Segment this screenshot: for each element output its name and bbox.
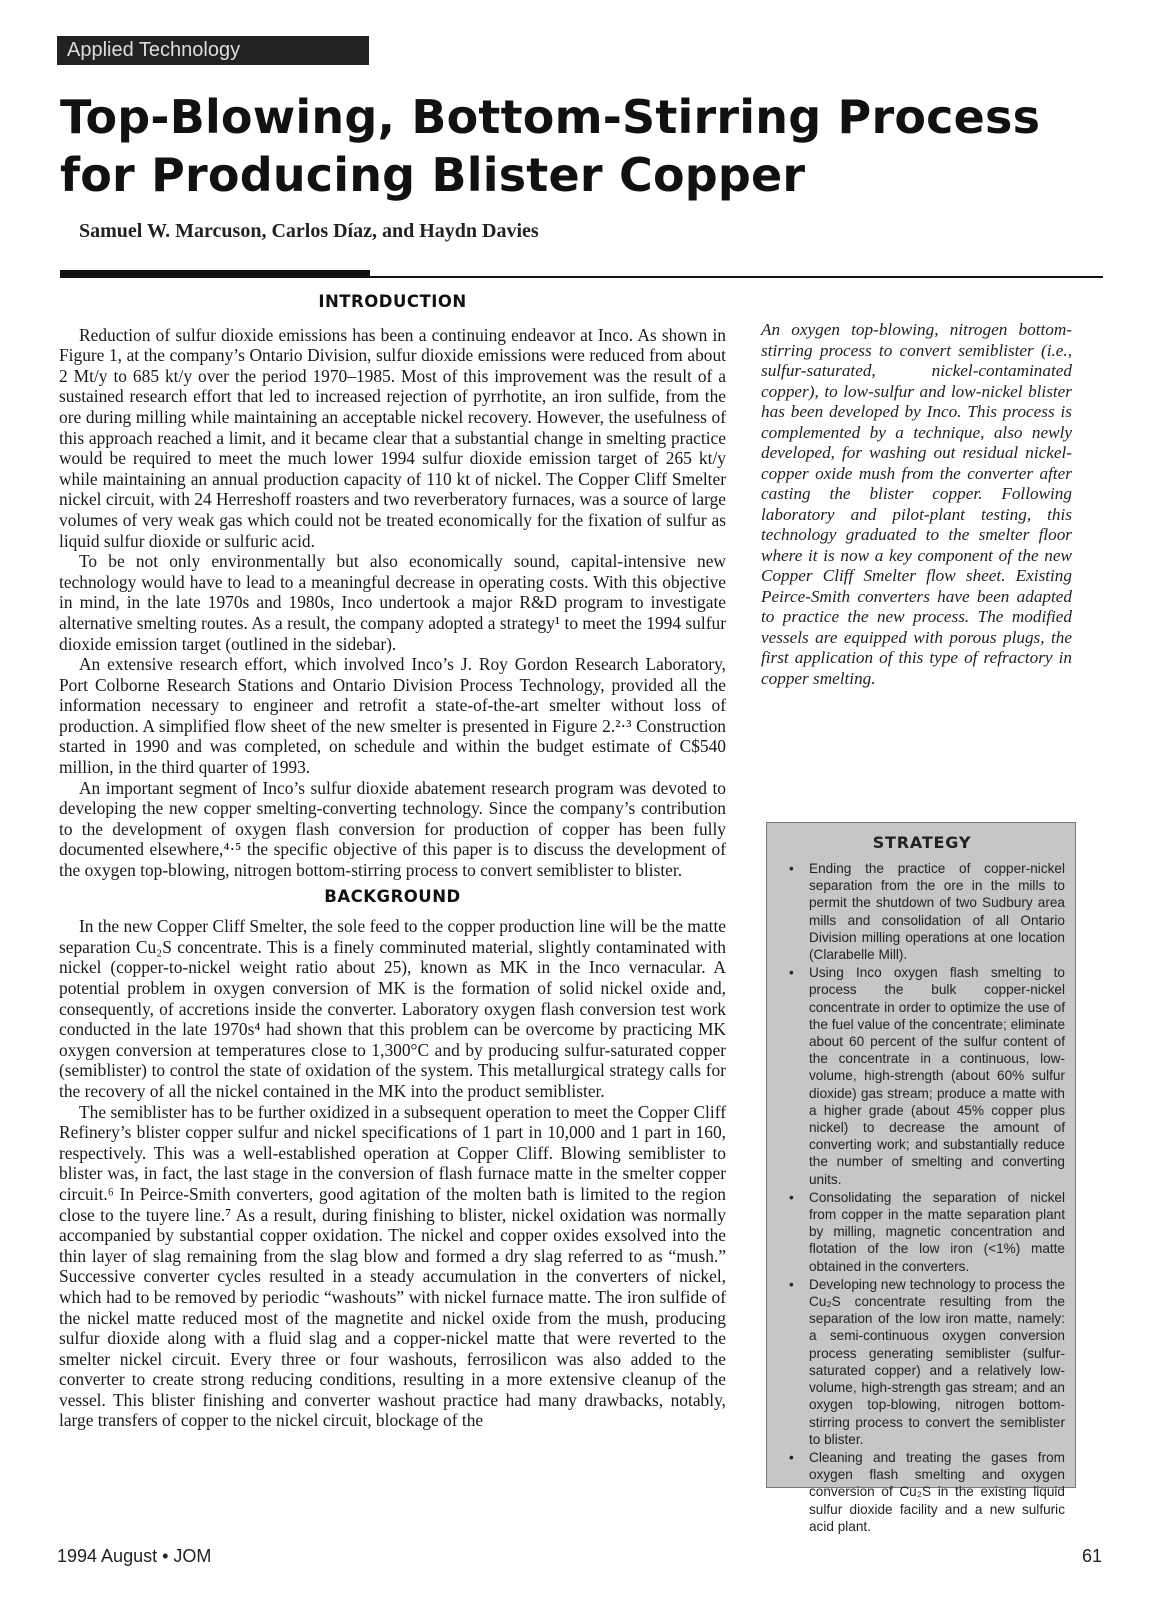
bullet-icon: • bbox=[789, 1276, 794, 1292]
section-label: Applied Technology bbox=[67, 39, 241, 61]
sidebar-heading: STRATEGY bbox=[872, 833, 972, 852]
background-paragraph: The semiblister has to be further oxidized in a subsequent operation to meet the Copper Cliff Refinery’s blister copper sulfur and nickel specifications of 1 part in 10,000 and 1 part in 160, respectively. This was a well-established operation at Copper Cliff. Blowing semiblister to blister was, in fact, the last stage in the conversion of flash furnace matte in the smelter copper circuit.⁶ In Peirce-Smith converters, good agitation of the molten bath is limited to the region close to the tuyere line.⁷ As a result, during finishing to blister, nickel oxidation was normally accompanied by substantial copper oxidation. The nickel and copper oxides exsolved into the thin layer of slag remaining from the slag blow and formed a dry slag referred to as “mush.” Successive converter cycles resulted in a steady accumulation in the converters of nickel, which had to be removed by periodic “washouts” with nickel furnace matte. The iron sulfide of the nickel matte reduced most of the magnetite and nickel oxide from the mush, producing sulfur dioxide along with a fluid slag and a copper-nickel matte that were reverted to the smelter nickel circuit. Every three or four washouts, ferrosilicon was also added to the converter to create strong reducing conditions, resulting in a more extensive cleanup of the vessel. This blister finishing and converter washout practice had many drawbacks, notably, large transfers of copper to the nickel circuit, blockage of the bbox=[59, 1101, 726, 1431]
header-rule-accent bbox=[60, 270, 370, 278]
article-authors: Samuel W. Marcuson, Carlos Díaz, and Haydn Davies bbox=[79, 220, 539, 242]
list-item-text: Using Inco oxygen flash smelting to process the bulk copper-nickel concentrate in order to optimize the use of the fuel value of the concentrate; eliminate about 60 percent of the sulfur content of the concentrate in a continuous, low-volume, high-strength (about 60% sulfur dioxide) gas stream; produce a matte with a higher grade (about 45% copper plus nickel) to decrease the amount of converting work; and substantially reduce the number of smelting and converting units. bbox=[809, 965, 1065, 1187]
background-paragraph: In the new Copper Cliff Smelter, the sole feed to the copper production line will be the matte separation Cu₂S concentrate. This is a finely comminuted material, slightly contaminated with nickel (copper-to-nickel weight ratio about 25), known as MK in the Inco vernacular. A potential problem in oxygen conversion of MK is the formation of solid nickel oxide and, consequently, of accretions inside the converter. Laboratory oxygen flash conversion test work conducted in the late 1970s⁴ had shown that this problem can be overcome by practicing MK oxygen conversion at temperatures close to 1,300°C and by producing sulfur-saturated copper (semiblister) to control the state of oxidation of the system. This metallurgical strategy calls for the recovery of all the nickel contained in the MK into the product semiblister. bbox=[59, 916, 726, 1101]
abstract: An oxygen top-blowing, nitrogen bottom-stirring process to convert semiblister (i.e., sulfur-saturated, nickel-contaminated copper), to low-sulfur and low-nickel blister has been developed by Inco. This process is complemented by a technique, also newly developed, for washing out residual nickel-copper oxide mush from the converter after casting the blister copper. Following laboratory and pilot-plant testing, this technology graduated to the smelter floor where it is now a key component of the new Copper Cliff Smelter flow sheet. Existing Peirce-Smith converters have been adapted to practice the new process. The modified vessels are equipped with porous plugs, the first application of this type of refractory in copper smelting. bbox=[761, 320, 1072, 688]
bullet-icon: • bbox=[789, 861, 794, 876]
page-number: 61 bbox=[1081, 1546, 1102, 1566]
list-item bbox=[779, 860, 1065, 963]
background-heading: BACKGROUND bbox=[324, 886, 461, 906]
list-item-text: Consolidating the separation of nickel from copper in the matte separation plant by milling, magnetic concentration and flotation of the low iron (<1%) matte obtained in the converters. bbox=[809, 1189, 1065, 1274]
section-label-banner bbox=[57, 36, 369, 65]
bullet-icon: • bbox=[789, 1449, 794, 1465]
article-title: Top-Blowing, Bottom-Stirring Process for Producing Blister Copper bbox=[60, 90, 1041, 202]
journal-footer: 1994 August • JOM bbox=[57, 1546, 212, 1566]
list-item-text: Cleaning and treating the gases from oxygen flash smelting and oxygen conversion of Cu₂S in the existing liquid sulfur dioxide facility and a new sulfuric acid plant. bbox=[809, 1449, 1065, 1534]
bullet-icon: • bbox=[789, 1189, 794, 1205]
list-item bbox=[779, 1449, 1065, 1535]
list-item bbox=[779, 1189, 1065, 1275]
list-item bbox=[779, 964, 1065, 1188]
list-item bbox=[779, 1276, 1065, 1448]
intro-paragraph: An important segment of Inco’s sulfur dioxide abatement research program was devoted to developing the new copper smelting-converting technology. Since the company’s contribution to the development of oxygen flash conversion for production of copper has been fully documented elsewhere,⁴·⁵ the specific objective of this paper is to discuss the development of the oxygen top-blowing, nitrogen bottom-stirring process to convert semiblister to blister. bbox=[59, 777, 726, 881]
intro-paragraph: Reduction of sulfur dioxide emissions has been a continuing endeavor at Inco. As shown in Figure 1, at the company’s Ontario Division, sulfur dioxide emissions were reduced from about 2 Mt/y to 685 kt/y over the period 1970–1985. Most of this improvement was the result of a sustained research effort that led to increased rejection of pyrrhotite, an iron sulfide, from the ore during milling while maintaining an acceptable nickel recovery. However, the usefulness of this approach reached a limit, and it became clear that a substantial change in smelting practice would be required to meet the much lower 1994 sulfur dioxide emission target of 265 kt/y while maintaining an annual production capacity of 110 kt of nickel. The Copper Cliff Smelter nickel circuit, with 24 Herreshoff roasters and two reverberatory furnaces, was a source of large volumes of very weak gas which could not be treated economically for the fixation of sulfur as liquid sulfur dioxide or sulfuric acid. bbox=[59, 324, 726, 551]
strategy-sidebar bbox=[766, 822, 1076, 1534]
main-text-column bbox=[59, 288, 726, 1431]
list-item-text: Developing new technology to process the Cu₂S concentrate resulting from the separation of the low iron matte, namely: a semi-continuous oxygen conversion process generating semiblister (sulfur-saturated copper) and a relatively low-volume, high-strength gas stream; and an oxygen top-blowing, nitrogen bottom-stirring process to convert the semiblister to blister. bbox=[809, 1276, 1065, 1447]
bullet-icon: • bbox=[789, 965, 794, 981]
intro-heading: INTRODUCTION bbox=[318, 292, 467, 311]
strategy-list bbox=[779, 860, 1065, 1535]
intro-paragraph: An extensive research effort, which involved Inco’s J. Roy Gordon Research Laboratory, Port Colborne Research Stations and Ontario Division Process Technology, provided all the information necessary to engineer and retrofit a state-of-the-art smelter without loss of production. A simplified flow sheet of the new smelter is presented in Figure 2.²·³ Construction started in 1990 and was completed, on schedule and within the budget estimate of C$540 million, in the third quarter of 1993. bbox=[59, 654, 726, 778]
intro-paragraph: To be not only environmentally but also economically sound, capital-intensive new technology would have to lead to a meaningful decrease in operating costs. With this objective in mind, in the late 1970s and 1980s, Inco undertook a major R&D program to investigate alternative smelting routes. As a result, the company adopted a strategy¹ to meet the 1994 sulfur dioxide emission target (outlined in the sidebar). bbox=[59, 551, 726, 654]
list-item-text: Ending the practice of copper-nickel separation from the ore in the mills to permit the shutdown of two Sudbury area mills and consolidation of all Ontario Division milling operations at one location (Clarabelle Mill). bbox=[809, 861, 1065, 963]
